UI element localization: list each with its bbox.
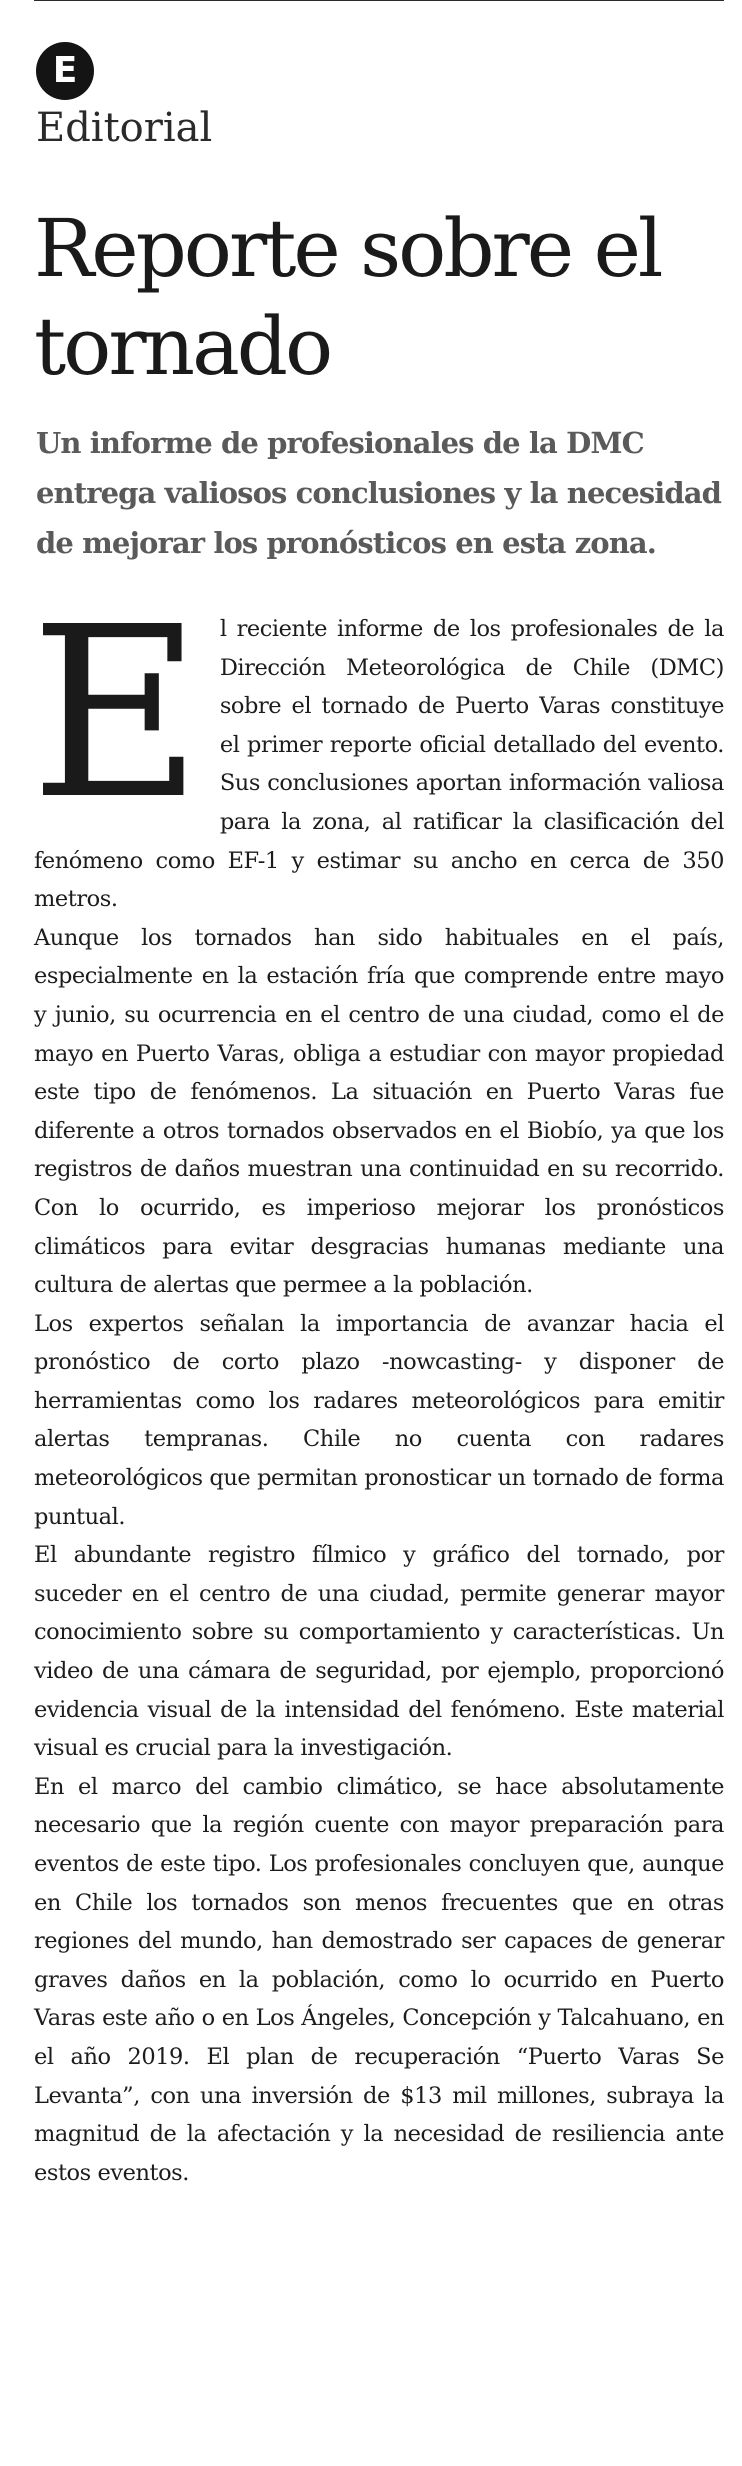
paragraph-3: Los expertos señalan la importancia de avanzar hacia el pronóstico de corto plazo -nowcasting- y disponer de herramientas como los radares meteorológicos para emitir alertas tempranas. Chile no cuenta con radares meteorológicos que permitan pronosticar un tornado de forma puntual. <box>34 1310 724 1530</box>
paragraph-2: Aunque los tornados han sido habituales en el país, especialmente en la estación fría que comprende entre mayo y junio, su ocurrencia en el centro de una ciudad, como el de mayo en Puerto Varas, obliga a estudiar con mayor propiedad este tipo de fenómenos. La situación en Puerto Varas fue diferente a otros tornados observados en el Biobío, ya que los registros de daños muestran una continuidad en su recorrido. Con lo ocurrido, es imperioso mejorar los pronósticos climáticos para evitar desgracias humanas mediante una cultura de alertas que permee a la población. <box>34 924 724 1299</box>
paragraph-1 <box>30 576 724 919</box>
section-label: Editorial <box>36 105 213 151</box>
headline: Reporte sobre el tornado <box>34 202 661 393</box>
dek: Un informe de profesionales de la DMC entrega valiosos conclusiones y la necesidad de mejorar los pronósticos en esta zona. <box>36 426 722 560</box>
article-body <box>30 576 724 2192</box>
top-rule <box>34 0 724 1</box>
paragraph-5: En el marco del cambio climático, se hace absolutamente necesario que la región cuente con mayor preparación para eventos de este tipo. Los profesionales concluyen que, aunque en Chile los tornados son menos frecuentes que en otras regiones del mundo, han demostrado ser capaces de generar graves daños en la población, como lo ocurrido en Puerto Varas este año o en Los Ángeles, Concepción y Talcahuano, en el año 2019. El plan de recuperación “Puerto Varas Se Levanta”, con una inversión de $13 mil millones, subraya la magnitud de la afectación y la necesidad de resiliencia ante estos eventos. <box>34 1773 724 2186</box>
section-badge: E <box>36 42 94 100</box>
paragraph-4: El abundante registro fílmico y gráfico del tornado, por suceder en el centro de una ciudad, permite generar mayor conocimiento sobre su comportamiento y características. Un video de una cámara de seguridad, por ejemplo, proporcionó evidencia visual de la intensidad del fenómeno. Este material visual es crucial para la investigación. <box>34 1542 724 1762</box>
paragraph-1-text: l reciente informe de los profesionales de la Dirección Meteorológica de Chile (DMC) sobre el tornado de Puerto Varas constituye el primer reporte oficial detallado del evento. Sus conclusiones aportan información valiosa para la zona, al ratificar la clasificación del fenómeno como EF-1 y estimar su ancho en cerca de 350 metros. <box>34 616 724 913</box>
drop-cap: E <box>30 576 202 851</box>
